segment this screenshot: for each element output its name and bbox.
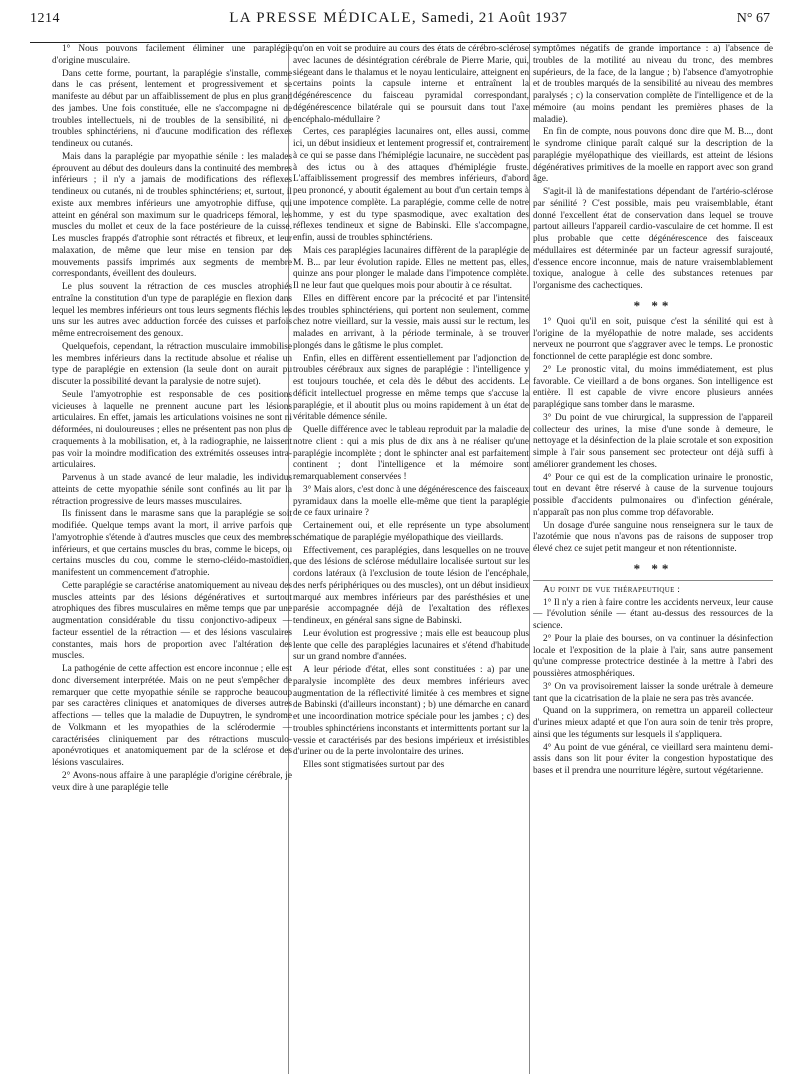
paragraph: La pathogénie de cette affection est encore inconnue ; elle est donc diversement interprétée. Mais on ne peut s'empêcher de remarquer que cette myopathie sénile se rapproche beaucoup par ses caractères cliniques et anatomiques de diverses autres affections — telles que la maladie de Dupuytren, le syndrome de Volkmann et les myopathies de la sclérodermie — caractérisées cliniquement par des rétractions musculo-aponévrotiques et anatomiquement par de la sclérose et des lésions vasculaires.	[52, 664, 292, 768]
paragraph: Un dosage d'urée sanguine nous renseignera sur le taux de l'azotémie que nous n'avons pas de raisons de supposer trop élevé chez ce sujet petit mangeur et non rétentionniste.	[533, 520, 773, 554]
paragraph: Quelquefois, cependant, la rétraction musculaire immobilise les membres inférieurs dans la rectitude absolue et réalise un type de paraplégie en extension (la seule dont on aurait pu discuter la possibilité devant la paralysie de notre sujet).	[52, 341, 292, 387]
paragraph: qu'on en voit se produire au cours des états de cérébro-sclérose avec lacunes de désintégration cérébrale de Pierre Marie, qui, siégeant dans le thalamus et le noyau lenticulaire, atteignent en certains points la capsule interne et entraînent la dégénérescence du faisceau pyramidal correspondant, dégénérescence bilatérale qui se poursuit dans tout l'axe encéphalo-médullaire ?	[293, 44, 529, 125]
issue-date: Samedi, 21 Août 1937	[421, 10, 568, 26]
section-rule	[533, 580, 773, 581]
paragraph: Ils finissent dans le marasme sans que la paraplégie se soit modifiée. Quelque temps avant la mort, il arrive parfois que l'amyotrophie s'étende à d'autres muscles que ceux des membres inférieurs, et que certains muscles du bras, comme le biceps, ou certains muscles du cou, comme le sterno-cléido-mastoïdien, manifestent un commencement d'atrophie.	[52, 509, 292, 578]
paragraph: symptômes négatifs de grande importance : a) l'absence de troubles de la motilité au niveau du tronc, des membres supérieurs, de la face, de la langue ; b) l'absence d'amyotrophie et de troubles marqués de la sensibilité au niveau des membres paralysés ; c) la conservation complète de l'intelligence et de la mémoire (au moins pendant les premières phases de la maladie).	[533, 44, 773, 125]
paragraph: Quelle différence avec le tableau reproduit par la maladie de notre client : qui a mis plus de dix ans à ne réaliser qu'une paraplégie incomplète ; dont le sphincter anal est parfaitement continent ; dont l'intelligence et la mémoire sont remarquablement conservées !	[293, 425, 529, 482]
section-heading: Au point de vue thérapeutique :	[543, 584, 681, 595]
paragraph: 4° Au point de vue général, ce vieillard sera maintenu demi-assis dans son lit pour éviter la congestion hypostatique des bases et il prendra une nourriture légère, surtout végétarienne.	[533, 742, 773, 776]
paragraph: 2° Pour la plaie des bourses, on va continuer la désinfection locale et l'exposition de la plaie à l'air, sans autre pansement qu'une compresse protectrice destinée à la mettre à l'abri des poussières atmosphériques.	[533, 633, 773, 679]
page-number: 1214	[30, 11, 60, 26]
column-1	[52, 44, 292, 1074]
paragraph: S'agit-il là de manifestations dépendant de l'artério-sclérose par sénilité ? C'est possible, mais peu vraisemblable, étant donné l'excellent état de conservation dans lequel se trouve partout ailleurs l'appareil cardio-vasculaire de cet homme. Il est plus probable que cette dégénérescence des faisceaux médullaires est déterminée par un facteur agressif surajouté, d'essence encore inconnue, mais de nature vraisemblablement toxique, analogue à celle des substances retenues par l'organisme des cachectiques.	[533, 187, 773, 291]
journal-name: LA PRESSE MÉDICALE,	[229, 10, 418, 26]
column-3	[533, 44, 773, 1074]
paragraph: 3° On va provisoirement laisser la sonde urétrale à demeure tant que la cicatrisation de la plaie ne sera pas très avancée.	[533, 681, 773, 704]
paragraph: Effectivement, ces paraplégies, dans lesquelles on ne trouve que des lésions de sclérose médullaire localisée surtout sur les cordons latéraux (à l'exclusion de toute lésion de l'encéphale, des nerfs périphériques ou des muscles), ont un début insidieux marqué aux membres inférieurs par des parésthésies et une parésie accompagnée déjà de l'exaltation des réflexes tendineux, en général sans signe de Babinski.	[293, 545, 529, 626]
running-title	[229, 10, 567, 27]
section-separator-stars: * **	[633, 560, 673, 576]
paragraph: 3° Du point de vue chirurgical, la suppression de l'appareil collecteur des urines, la mise d'une sonde à demeure, le nettoyage et la désinfection de la plaie scrotale et son exposition simple à l'air sous pansement sec protecteur ont déjà suffi à améliorer grandement les choses.	[533, 412, 773, 470]
paragraph: En fin de compte, nous pouvons donc dire que M. B..., dont le syndrome clinique paraît calqué sur la description de la paraplégie myélopathique des vieillards, est atteint de lésions dégénératives primitives de la moelle en rapport avec son grand âge.	[533, 127, 773, 185]
issue-number: N° 67	[736, 11, 770, 26]
paragraph: Certes, ces paraplégies lacunaires ont, elles aussi, comme ici, un début insidieux et lentement progressif et, contrairement à ce qui se passe dans l'hémiplégie lacunaire, ne succèdent pas à des ictus ou à des attaques d'hémiplégie fruste. L'affaiblissement progressif des membres inférieurs, d'abord peu prononcé, y aboutit également au bout d'un certain temps à une impotence complète. La paraplégie, comme celle de notre homme, y est du type spasmodique, avec exaltation des réflexes tendineux et signe de Babinski. Elle s'accompagne, enfin, aussi de troubles sphinctériens.	[293, 127, 529, 243]
paragraph: 2° Le pronostic vital, du moins immédiatement, est plus favorable. Ce vieillard a de bons organes. Son intelligence est entière. Il est capable de vivre encore plusieurs années paraplégique sans tomber dans le marasme.	[533, 364, 773, 410]
paragraph: Dans cette forme, pourtant, la paraplégie s'installe, comme dans le cas présent, lentement et progressivement et se manifeste au début par un affaiblissement de plus en plus grand des jambes. Une fois constituée, elle ne s'accompagne ni de troubles intellectuels, ni de troubles de la sensibilité, ni de troubles sphinctériens, ni d'aucune modification des réflexes tendineux ou cutanés.	[52, 68, 292, 149]
column-2	[293, 44, 529, 1074]
paragraph: 2° Avons-nous affaire à une paraplégie d'origine cérébrale, je veux dire à une paraplégie telle	[52, 770, 292, 793]
paragraph: 1° Il n'y a rien à faire contre les accidents nerveux, leur cause — l'évolution sénile — étant au-dessus des ressources de la science.	[533, 597, 773, 631]
paragraph: Seule l'amyotrophie est responsable de ces positions vicieuses à laquelle ne prennent aucune part les lésions articulaires. En effet, jamais les articulations voisines ne sont ni déformées, ni douloureuses ; elles ne présentent pas non plus de craquements à la mobilisation, et, à la radiographie, ne laissent pas voir la moindre modification des extrémités osseuses intra-articulaires.	[52, 389, 292, 471]
paragraph: Mais dans la paraplégie par myopathie sénile : les malades éprouvent au début des douleurs dans la continuité des membres inférieurs ; il n'y a jamais de modifications des réflexes tendineux ou cutanés, ni de troubles sphinctériens; et, surtout, il existe aux membres inférieurs une amyotrophie diffuse, qui atteint en général son maximum sur le quadriceps fémoral, les muscles du mollet et ceux de la face postérieure de la cuisse. Les muscles frappés d'atrophie sont rétractés et fibreux, et leur malaxation, de même que leur mise en tension par des mouvements passifs imprimés aux segments de membre correspondants, éveillent des douleurs.	[52, 151, 292, 280]
paragraph: A leur période d'état, elles sont constituées : a) par une paralysie incomplète des deux membres inférieurs avec augmentation de la réflectivité limitée à ces membres et signe de Babinski (d'ailleurs inconstant) ; b) une démarche en canard et une incoordination motrice spéciale pour les jambes ; c) des troubles sphinctériens inconstants et intermittents portant sur la vessie et caractérisés par des besions impérieux et irrésistibles d'uriner ou de la perte involontaire des urines.	[293, 665, 529, 758]
paragraph: Elles sont stigmatisées surtout par des	[303, 760, 445, 770]
paragraph: Certainement oui, et elle représente un type absolument schématique de paraplégie myélopathique des vieillards.	[293, 521, 529, 543]
column-divider	[529, 44, 530, 1074]
paragraph: Elles en diffèrent encore par la précocité et par l'intensité des troubles sphinctériens, qui portent non seulement, comme chez notre vieillard, sur la vessie, mais aussi sur le rectum, les malades en arrivant, à la période terminale, à se trouver plongés dans le gâtisme le plus complet.	[293, 293, 529, 351]
paragraph: Enfin, elles en diffèrent essentiellement par l'adjonction de troubles cérébraux aux signes de paraplégie : l'intelligence y est toujours touchée, et cela dès le début des accidents. Le déficit intellectuel progresse en même temps que s'accuse la paraplégie, et il aboutit plus ou moins rapidement à un état de véritable démence sénile.	[293, 353, 529, 423]
paragraph: Mais ces paraplégies lacunaires diffèrent de la paraplégie de M. B... par leur évolution rapide. Elles ne mettent pas, elles, quinze ans pour plonger le malade dans l'impotence complète. Il ne leur faut que quelques mois pour aboutir à ce résultat.	[293, 245, 529, 291]
paragraph: 1° Quoi qu'il en soit, puisque c'est la sénilité qui est à l'origine de la myélopathie de notre malade, ses accidents nerveux ne pourront que s'aggraver avec le temps. Le pronostic fonctionnel de cette paraplégie est donc sombre.	[533, 316, 773, 362]
paragraph: 1° Nous pouvons facilement éliminer une paraplégie d'origine musculaire.	[52, 44, 292, 66]
section-separator-stars: * **	[633, 297, 673, 313]
page-header	[30, 10, 770, 43]
paragraph: Le plus souvent la rétraction de ces muscles atrophiés entraîne la constitution d'un type de paraplégie en flexion dans lequel les membres inférieurs ont tous leurs segments fléchis les uns sur les autres avec adduction forcée des cuisses et parfois même entrecroisement des genoux.	[52, 282, 292, 339]
paragraph: 3° Mais alors, c'est donc à une dégénérescence des faisceaux pyramidaux dans la moelle elle-même que tient la paraplégie de ce faux urinaire ?	[293, 484, 529, 519]
paragraph: Parvenus à un stade avancé de leur maladie, les individus atteints de cette myopathie sénile sont confinés au lit par la rétraction progressive de leurs masses musculaires.	[52, 473, 292, 507]
paragraph: Cette paraplégie se caractérise anatomiquement au niveau des muscles atteints par des lésions dégénératives et surtout atrophiques des fibres musculaires en même temps que par une augmentation considérable du tissu conjonctivo-adipeux — facteur essentiel de la rétraction — et des lésions vasculaires constantes, mais hors de proportion avec l'altération des muscles.	[52, 580, 292, 662]
paragraph: 4° Pour ce qui est de la complication urinaire le pronostic, tout en devant être réservé à cause de la survenue toujours possible d'accidents pulmonaires ou d'infection générale, n'apparaît pas non plus comme trop défavorable.	[533, 472, 773, 518]
paragraph: Quand on la supprimera, on remettra un appareil collecteur d'urines mieux adapté et que l'on aura soin de tenir très propre, ainsi que les téguments sur lesquels il s'appliquera.	[533, 706, 773, 740]
paragraph: Leur évolution est progressive ; mais elle est beaucoup plus lente que celle des paraplégies lacunaires et s'étend d'habitude sur un grand nombre d'années.	[293, 628, 529, 663]
